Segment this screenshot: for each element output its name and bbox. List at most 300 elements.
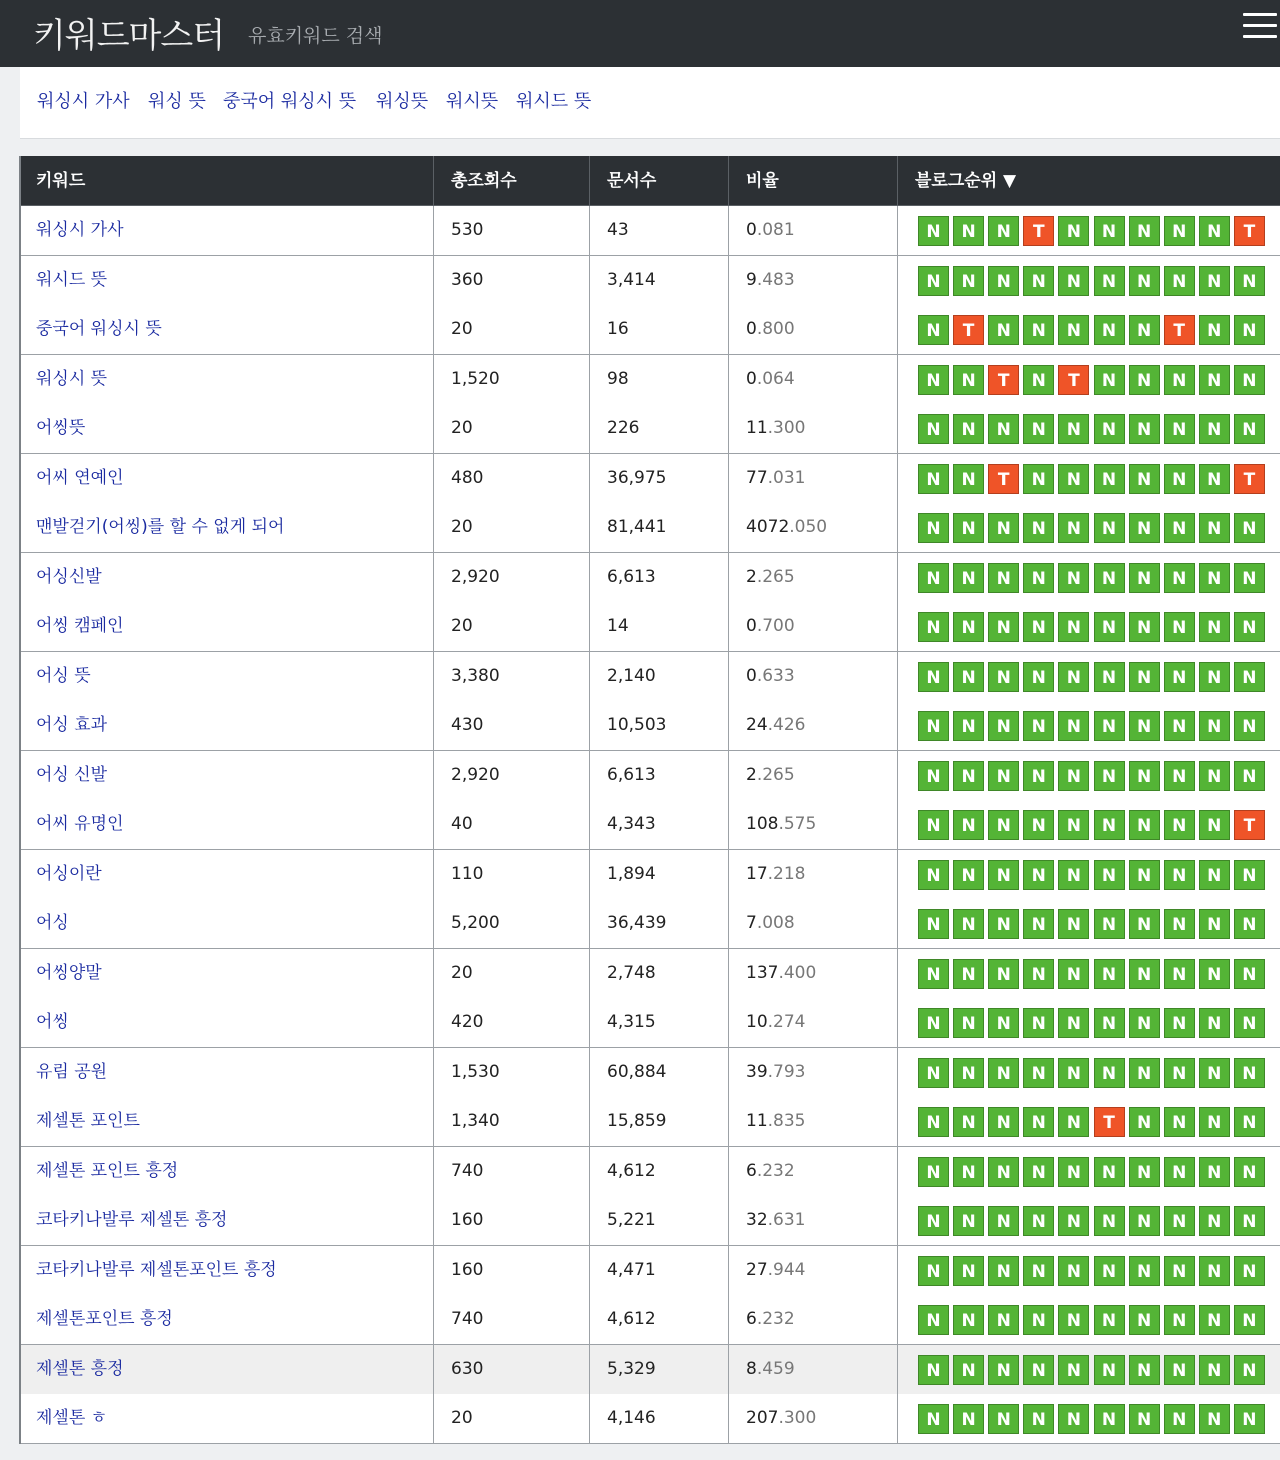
rank-badge-n[interactable]: N: [1094, 1008, 1125, 1038]
rank-badge-n[interactable]: N: [1094, 315, 1125, 345]
rank-badge-t[interactable]: T: [1058, 365, 1089, 395]
keyword-link[interactable]: 코타키나발루 제셀톤 흥정: [36, 1210, 228, 1230]
rank-badge-n[interactable]: N: [988, 1305, 1019, 1335]
rank-badge-n[interactable]: N: [1164, 1058, 1195, 1088]
rank-badge-n[interactable]: N: [1199, 1206, 1230, 1236]
rank-badge-n[interactable]: N: [1094, 1157, 1125, 1187]
rank-badge-n[interactable]: N: [953, 563, 984, 593]
keyword-link[interactable]: 어싱신발: [36, 566, 102, 587]
rank-badge-n[interactable]: N: [918, 1008, 949, 1038]
related-keyword-link[interactable]: 워시드 뜻: [516, 91, 592, 112]
rank-badge-n[interactable]: N: [1023, 365, 1054, 395]
rank-badge-n[interactable]: N: [1234, 1256, 1265, 1286]
rank-badge-n[interactable]: N: [1129, 464, 1160, 494]
keyword-link[interactable]: 어싱 뜻: [36, 665, 91, 686]
rank-badge-n[interactable]: N: [1164, 266, 1195, 296]
rank-badge-n[interactable]: N: [953, 464, 984, 494]
rank-badge-n[interactable]: N: [1164, 959, 1195, 989]
related-keyword-link[interactable]: 중국어 워싱시 뜻: [223, 91, 357, 112]
rank-badge-n[interactable]: N: [1199, 761, 1230, 791]
rank-badge-n[interactable]: N: [1058, 1206, 1089, 1236]
rank-badge-t[interactable]: T: [1094, 1107, 1125, 1137]
rank-badge-n[interactable]: N: [1129, 563, 1160, 593]
rank-badge-n[interactable]: N: [1058, 612, 1089, 642]
rank-badge-n[interactable]: N: [1058, 315, 1089, 345]
rank-badge-n[interactable]: N: [918, 711, 949, 741]
rank-badge-n[interactable]: N: [1164, 1305, 1195, 1335]
rank-badge-n[interactable]: N: [1094, 860, 1125, 890]
rank-badge-n[interactable]: N: [1234, 1355, 1265, 1385]
rank-badge-n[interactable]: N: [1129, 1355, 1160, 1385]
rank-badge-n[interactable]: N: [1058, 1107, 1089, 1137]
rank-badge-n[interactable]: N: [1199, 464, 1230, 494]
rank-badge-n[interactable]: N: [953, 1206, 984, 1236]
rank-badge-n[interactable]: N: [1199, 662, 1230, 692]
rank-badge-n[interactable]: N: [918, 810, 949, 840]
rank-badge-n[interactable]: N: [988, 414, 1019, 444]
rank-badge-n[interactable]: N: [1164, 1107, 1195, 1137]
rank-badge-n[interactable]: N: [988, 662, 1019, 692]
rank-badge-n[interactable]: N: [1023, 662, 1054, 692]
rank-badge-n[interactable]: N: [953, 365, 984, 395]
rank-badge-n[interactable]: N: [1164, 909, 1195, 939]
rank-badge-n[interactable]: N: [1023, 464, 1054, 494]
rank-badge-n[interactable]: N: [1129, 662, 1160, 692]
rank-badge-n[interactable]: N: [1023, 860, 1054, 890]
rank-badge-t[interactable]: T: [1234, 464, 1265, 494]
rank-badge-n[interactable]: N: [1234, 909, 1265, 939]
rank-badge-n[interactable]: N: [1199, 1107, 1230, 1137]
rank-badge-n[interactable]: N: [1164, 612, 1195, 642]
rank-badge-n[interactable]: N: [918, 216, 949, 246]
rank-badge-n[interactable]: N: [1234, 266, 1265, 296]
rank-badge-n[interactable]: N: [1094, 563, 1125, 593]
rank-badge-n[interactable]: N: [1199, 1305, 1230, 1335]
rank-badge-n[interactable]: N: [988, 1058, 1019, 1088]
rank-badge-n[interactable]: N: [953, 1404, 984, 1434]
rank-badge-n[interactable]: N: [1129, 266, 1160, 296]
blog-rank-cell: [897, 206, 1260, 255]
rank-badge-n[interactable]: N: [918, 662, 949, 692]
rank-badge-n[interactable]: N: [1094, 959, 1125, 989]
rank-badge-n[interactable]: N: [953, 909, 984, 939]
rank-badge-n[interactable]: N: [1199, 1008, 1230, 1038]
keyword-link[interactable]: 워싱시 가사: [36, 220, 124, 240]
table-row: [19, 553, 1280, 603]
rank-badge-n[interactable]: N: [1129, 414, 1160, 444]
rank-badge-n[interactable]: N: [918, 1157, 949, 1187]
keyword-link[interactable]: 어씽뜻: [36, 418, 86, 438]
header-total-views[interactable]: 총조회수: [433, 156, 589, 206]
rank-badge-n[interactable]: N: [1129, 909, 1160, 939]
rank-badge-n[interactable]: N: [1058, 513, 1089, 543]
keyword-link[interactable]: 어씨 연예인: [36, 467, 124, 488]
rank-badge-n[interactable]: N: [1023, 1404, 1054, 1434]
rank-badge-n[interactable]: N: [1129, 860, 1160, 890]
rank-badge-n[interactable]: N: [988, 761, 1019, 791]
rank-badge-n[interactable]: N: [1094, 909, 1125, 939]
rank-badge-n[interactable]: N: [1129, 315, 1160, 345]
rank-badge-n[interactable]: N: [953, 266, 984, 296]
rank-badge-n[interactable]: N: [988, 1404, 1019, 1434]
rank-badge-n[interactable]: N: [918, 1305, 949, 1335]
rank-badge-n[interactable]: N: [1058, 414, 1089, 444]
rank-badge-n[interactable]: N: [918, 365, 949, 395]
rank-badge-n[interactable]: N: [1234, 860, 1265, 890]
hamburger-menu-icon[interactable]: [1243, 13, 1277, 39]
rank-badge-n[interactable]: N: [1058, 1157, 1089, 1187]
ratio-cell: [728, 503, 897, 552]
rank-badge-n[interactable]: N: [1234, 612, 1265, 642]
rank-badge-n[interactable]: N: [1094, 761, 1125, 791]
rank-badge-n[interactable]: N: [1094, 1256, 1125, 1286]
rank-badge-n[interactable]: N: [1023, 1157, 1054, 1187]
rank-badge-n[interactable]: N: [1164, 365, 1195, 395]
total-views-cell: 1,520: [433, 355, 589, 404]
rank-badge-t[interactable]: T: [988, 365, 1019, 395]
rank-badge-n[interactable]: N: [953, 860, 984, 890]
rank-badge-n[interactable]: N: [1199, 365, 1230, 395]
header-doc-count[interactable]: 문서수: [589, 156, 728, 206]
ratio-integer: 39: [746, 1061, 768, 1082]
rank-badge-n[interactable]: N: [918, 315, 949, 345]
rank-badge-n[interactable]: N: [988, 1008, 1019, 1038]
ratio-integer: 4072: [746, 517, 790, 537]
rank-badge-n[interactable]: N: [1234, 1157, 1265, 1187]
rank-badge-n[interactable]: N: [1199, 1404, 1230, 1434]
rank-badge-n[interactable]: N: [918, 909, 949, 939]
rank-badge-n[interactable]: N: [1094, 414, 1125, 444]
rank-badge-n[interactable]: N: [1164, 563, 1195, 593]
table-row: [19, 602, 1280, 652]
rank-badge-t[interactable]: T: [1164, 315, 1195, 345]
rank-badge-n[interactable]: N: [1164, 513, 1195, 543]
rank-badge-n[interactable]: N: [953, 761, 984, 791]
rank-badge-n[interactable]: N: [1164, 1404, 1195, 1434]
keyword-link[interactable]: 제셀톤 흥정: [36, 1358, 124, 1379]
rank-badge-n[interactable]: N: [1058, 464, 1089, 494]
rank-badge-n[interactable]: N: [1058, 860, 1089, 890]
rank-badge-n[interactable]: N: [953, 1058, 984, 1088]
keyword-link[interactable]: 어싱 신발: [36, 764, 108, 785]
rank-badge-t[interactable]: T: [988, 464, 1019, 494]
rank-badge-n[interactable]: N: [1234, 711, 1265, 741]
app-title[interactable]: 키워드마스터: [33, 16, 225, 56]
total-views-cell: 1,530: [433, 1048, 589, 1097]
rank-badge-n[interactable]: N: [988, 909, 1019, 939]
rank-badge-n[interactable]: N: [1023, 612, 1054, 642]
keyword-link[interactable]: 코타키나발루 제셀톤포인트 흥정: [36, 1259, 277, 1280]
rank-badge-n[interactable]: N: [1094, 1206, 1125, 1236]
rank-badge-n[interactable]: N: [1199, 1058, 1230, 1088]
rank-badge-n[interactable]: N: [1023, 810, 1054, 840]
rank-badge-n[interactable]: N: [1129, 761, 1160, 791]
rank-badge-n[interactable]: N: [953, 612, 984, 642]
rank-badge-n[interactable]: N: [988, 711, 1019, 741]
rank-badge-n[interactable]: N: [1164, 1355, 1195, 1385]
rank-badge-n[interactable]: N: [988, 315, 1019, 345]
rank-badge-n[interactable]: N: [953, 810, 984, 840]
rank-badge-n[interactable]: N: [1023, 414, 1054, 444]
rank-badge-n[interactable]: N: [988, 563, 1019, 593]
rank-badge-n[interactable]: N: [1199, 315, 1230, 345]
rank-badge-n[interactable]: N: [1164, 711, 1195, 741]
rank-badge-n[interactable]: N: [1094, 612, 1125, 642]
rank-badge-n[interactable]: N: [1094, 1355, 1125, 1385]
related-keyword-link[interactable]: 워싱 뜻: [148, 91, 206, 112]
keyword-link[interactable]: 어싱 효과: [36, 715, 108, 735]
keyword-link[interactable]: 워싱시 뜻: [36, 368, 108, 389]
rank-badge-n[interactable]: N: [1023, 1058, 1054, 1088]
rank-badge-n[interactable]: N: [1199, 216, 1230, 246]
keyword-link[interactable]: 어씽 캠페인: [36, 616, 124, 636]
rank-badge-n[interactable]: N: [1234, 761, 1265, 791]
rank-badge-n[interactable]: N: [1199, 1157, 1230, 1187]
rank-badge-n[interactable]: N: [1094, 1058, 1125, 1088]
rank-badge-n[interactable]: N: [1199, 266, 1230, 296]
rank-badge-n[interactable]: N: [1023, 909, 1054, 939]
rank-badge-n[interactable]: N: [988, 810, 1019, 840]
rank-badge-n[interactable]: N: [953, 1355, 984, 1385]
rank-badge-n[interactable]: N: [953, 711, 984, 741]
rank-badge-n[interactable]: N: [918, 860, 949, 890]
rank-badge-n[interactable]: N: [1234, 1206, 1265, 1236]
rank-badge-n[interactable]: N: [988, 216, 1019, 246]
rank-badge-n[interactable]: N: [1199, 1256, 1230, 1286]
rank-badge-n[interactable]: N: [953, 1305, 984, 1335]
rank-badge-n[interactable]: N: [988, 959, 1019, 989]
rank-badge-n[interactable]: N: [1199, 909, 1230, 939]
rank-badge-n[interactable]: N: [1199, 414, 1230, 444]
rank-badge-n[interactable]: N: [1164, 860, 1195, 890]
rank-badge-n[interactable]: N: [1058, 959, 1089, 989]
related-keyword-link[interactable]: 워시뜻: [446, 91, 499, 112]
rank-badge-n[interactable]: N: [1058, 266, 1089, 296]
rank-badge-n[interactable]: N: [1164, 1206, 1195, 1236]
rank-badge-n[interactable]: N: [918, 266, 949, 296]
rank-badge-n[interactable]: N: [988, 860, 1019, 890]
doc-count-cell: 15,859: [589, 1097, 728, 1146]
rank-badge-n[interactable]: N: [1094, 216, 1125, 246]
keyword-link[interactable]: 어싱이란: [36, 863, 102, 884]
rank-badge-n[interactable]: N: [1129, 1157, 1160, 1187]
rank-badge-n[interactable]: N: [953, 414, 984, 444]
rank-badge-n[interactable]: N: [1199, 1355, 1230, 1385]
rank-badge-n[interactable]: N: [1023, 1256, 1054, 1286]
rank-badge-n[interactable]: N: [1094, 365, 1125, 395]
rank-badge-n[interactable]: N: [953, 1008, 984, 1038]
keyword-link[interactable]: 워시드 뜻: [36, 269, 108, 290]
rank-badge-n[interactable]: N: [1023, 761, 1054, 791]
rank-badge-n[interactable]: N: [1234, 414, 1265, 444]
rank-badge-n[interactable]: N: [1129, 513, 1160, 543]
rank-badge-n[interactable]: N: [1129, 216, 1160, 246]
rank-badge-n[interactable]: N: [988, 266, 1019, 296]
header-blog-rank[interactable]: 블로그순위 ▼: [897, 156, 1280, 206]
rank-badge-n[interactable]: N: [1023, 1305, 1054, 1335]
rank-badge-n[interactable]: N: [1094, 662, 1125, 692]
keyword-link[interactable]: 맨발걷기(어씽)를 할 수 없게 되어: [36, 517, 285, 537]
related-keyword-link[interactable]: 워싱시 가사: [37, 91, 130, 112]
rank-badge-n[interactable]: N: [988, 1107, 1019, 1137]
keyword-link[interactable]: 어싱: [36, 913, 69, 933]
rank-badge-n[interactable]: N: [1234, 1008, 1265, 1038]
rank-badge-n[interactable]: N: [918, 1355, 949, 1385]
rank-badge-n[interactable]: N: [1129, 612, 1160, 642]
keyword-link[interactable]: 어씽양말: [36, 962, 102, 983]
keyword-link[interactable]: 제셀톤 ㅎ: [36, 1408, 108, 1428]
rank-badge-n[interactable]: N: [953, 1157, 984, 1187]
rank-badge-n[interactable]: N: [918, 1058, 949, 1088]
rank-badge-n[interactable]: N: [1129, 711, 1160, 741]
rank-badge-n[interactable]: N: [1199, 959, 1230, 989]
table-row: [19, 998, 1280, 1048]
rank-badge-n[interactable]: N: [918, 1404, 949, 1434]
rank-badge-t[interactable]: T: [1234, 216, 1265, 246]
rank-badge-n[interactable]: N: [918, 959, 949, 989]
rank-badge-n[interactable]: N: [1058, 216, 1089, 246]
rank-badge-n[interactable]: N: [1234, 1404, 1265, 1434]
rank-badge-n[interactable]: N: [1023, 563, 1054, 593]
rank-badge-n[interactable]: N: [953, 1256, 984, 1286]
rank-badge-n[interactable]: N: [1164, 1157, 1195, 1187]
rank-badge-n[interactable]: N: [918, 1256, 949, 1286]
rank-badge-n[interactable]: N: [1129, 1206, 1160, 1236]
rank-badge-n[interactable]: N: [1023, 1355, 1054, 1385]
rank-badge-n[interactable]: N: [988, 1256, 1019, 1286]
rank-badge-n[interactable]: N: [1164, 1008, 1195, 1038]
header-keyword[interactable]: 키워드: [36, 171, 86, 191]
rank-badge-n[interactable]: N: [988, 1157, 1019, 1187]
rank-badge-n[interactable]: N: [1058, 1355, 1089, 1385]
rank-badge-n[interactable]: N: [1094, 1305, 1125, 1335]
rank-badge-n[interactable]: N: [1058, 1256, 1089, 1286]
rank-badge-n[interactable]: N: [1164, 216, 1195, 246]
rank-badge-n[interactable]: N: [1164, 662, 1195, 692]
rank-badge-n[interactable]: N: [1094, 810, 1125, 840]
rank-badge-n[interactable]: N: [953, 216, 984, 246]
rank-badge-n[interactable]: N: [1234, 315, 1265, 345]
rank-badge-n[interactable]: N: [918, 1206, 949, 1236]
rank-badge-n[interactable]: N: [1129, 1058, 1160, 1088]
rank-badge-n[interactable]: N: [1058, 761, 1089, 791]
rank-badge-n[interactable]: N: [1129, 1404, 1160, 1434]
rank-badge-n[interactable]: N: [953, 513, 984, 543]
rank-badge-n[interactable]: N: [1129, 365, 1160, 395]
rank-badge-n[interactable]: N: [1058, 1305, 1089, 1335]
rank-badge-n[interactable]: N: [918, 513, 949, 543]
ratio-fraction: .800: [756, 319, 795, 339]
keyword-link[interactable]: 제셀톤 포인트: [36, 1111, 140, 1131]
rank-badge-n[interactable]: N: [1164, 414, 1195, 444]
rank-badge-n[interactable]: N: [1164, 464, 1195, 494]
rank-badge-n[interactable]: N: [953, 662, 984, 692]
rank-badge-n[interactable]: N: [1023, 266, 1054, 296]
rank-badge-t[interactable]: T: [1234, 810, 1265, 840]
rank-badge-n[interactable]: N: [1094, 513, 1125, 543]
rank-badge-n[interactable]: N: [1023, 315, 1054, 345]
rank-badge-n[interactable]: N: [1023, 1008, 1054, 1038]
rank-badge-n[interactable]: N: [1234, 365, 1265, 395]
rank-badge-n[interactable]: N: [918, 612, 949, 642]
rank-badge-n[interactable]: N: [1234, 513, 1265, 543]
rank-badge-n[interactable]: N: [1094, 464, 1125, 494]
rank-badge-n[interactable]: N: [1199, 612, 1230, 642]
rank-badge-n[interactable]: N: [1129, 1305, 1160, 1335]
rank-badge-n[interactable]: N: [1094, 711, 1125, 741]
rank-badge-n[interactable]: N: [953, 959, 984, 989]
rank-badge-n[interactable]: N: [1234, 959, 1265, 989]
rank-badge-n[interactable]: N: [1234, 1107, 1265, 1137]
keyword-link[interactable]: 어씽: [36, 1012, 69, 1032]
rank-badge-n[interactable]: N: [1164, 1256, 1195, 1286]
rank-badge-n[interactable]: N: [1058, 662, 1089, 692]
ratio-cell: [728, 850, 897, 899]
rank-badge-n[interactable]: N: [918, 761, 949, 791]
rank-badge-n[interactable]: N: [988, 1206, 1019, 1236]
rank-badge-n[interactable]: N: [988, 513, 1019, 543]
rank-badge-n[interactable]: N: [1094, 1404, 1125, 1434]
rank-badge-t[interactable]: T: [1023, 216, 1054, 246]
rank-badge-n[interactable]: N: [1058, 909, 1089, 939]
rank-badge-n[interactable]: N: [1058, 563, 1089, 593]
rank-badge-n[interactable]: N: [918, 563, 949, 593]
rank-badge-n[interactable]: N: [988, 612, 1019, 642]
rank-badge-n[interactable]: N: [1199, 860, 1230, 890]
rank-badge-n[interactable]: N: [918, 414, 949, 444]
rank-badge-n[interactable]: N: [1234, 1058, 1265, 1088]
rank-badge-t[interactable]: T: [953, 315, 984, 345]
rank-badge-n[interactable]: N: [1129, 1107, 1160, 1137]
rank-badge-n[interactable]: N: [1058, 711, 1089, 741]
rank-badge-n[interactable]: N: [953, 1107, 984, 1137]
rank-badge-n[interactable]: N: [1234, 662, 1265, 692]
keyword-link[interactable]: 중국어 워싱시 뜻: [36, 319, 162, 339]
rank-badge-n[interactable]: N: [1129, 959, 1160, 989]
rank-badge-n[interactable]: N: [1023, 513, 1054, 543]
rank-badge-n[interactable]: N: [1234, 563, 1265, 593]
rank-badge-n[interactable]: N: [1199, 513, 1230, 543]
rank-badge-n[interactable]: N: [1058, 1404, 1089, 1434]
rank-badge-n[interactable]: N: [1164, 761, 1195, 791]
rank-badge-n[interactable]: N: [1058, 1008, 1089, 1038]
rank-badge-n[interactable]: N: [1058, 1058, 1089, 1088]
header-ratio[interactable]: 비율: [728, 156, 917, 206]
rank-badge-n[interactable]: N: [1129, 810, 1160, 840]
rank-badge-n[interactable]: N: [1023, 711, 1054, 741]
related-keyword-link[interactable]: 워싱뜻: [376, 91, 429, 112]
keyword-link[interactable]: 유림 공원: [36, 1061, 108, 1082]
rank-badge-n[interactable]: N: [1023, 1206, 1054, 1236]
rank-badge-n[interactable]: N: [1234, 1305, 1265, 1335]
keyword-link[interactable]: 어씨 유명인: [36, 814, 124, 834]
rank-badge-n[interactable]: N: [988, 1355, 1019, 1385]
rank-badge-n[interactable]: N: [1199, 810, 1230, 840]
rank-badge-n[interactable]: N: [1058, 810, 1089, 840]
rank-badge-n[interactable]: N: [1129, 1256, 1160, 1286]
rank-badge-n[interactable]: N: [1129, 1008, 1160, 1038]
rank-badge-n[interactable]: N: [1023, 959, 1054, 989]
rank-badge-n[interactable]: N: [1023, 1107, 1054, 1137]
keyword-link[interactable]: 제셀톤포인트 흥정: [36, 1309, 173, 1329]
rank-badge-n[interactable]: N: [1199, 563, 1230, 593]
rank-badge-n[interactable]: N: [1164, 810, 1195, 840]
rank-badge-n[interactable]: N: [1094, 266, 1125, 296]
keyword-link[interactable]: 제셀톤 포인트 흥정: [36, 1160, 179, 1181]
rank-badge-n[interactable]: N: [918, 464, 949, 494]
rank-badge-n[interactable]: N: [918, 1107, 949, 1137]
rank-badge-n[interactable]: N: [1199, 711, 1230, 741]
